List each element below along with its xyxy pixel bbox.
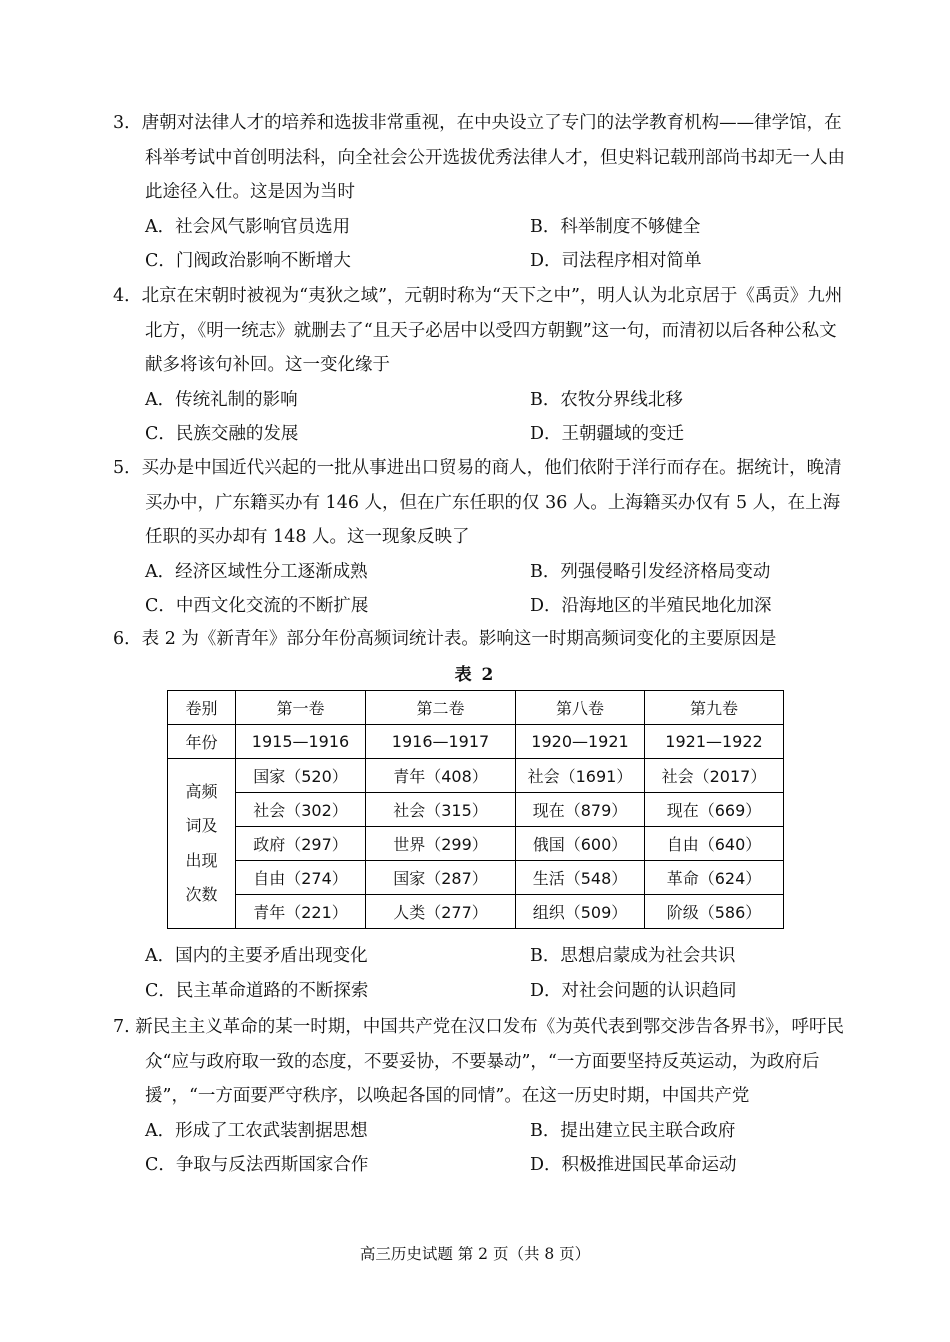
table-header: 第一卷: [236, 691, 366, 725]
option-c[interactable]: C．民族交融的发展: [145, 424, 299, 444]
option-b[interactable]: B．列强侵略引发经济格局变动: [530, 561, 771, 582]
option-c[interactable]: C．中西文化交流的不断扩展: [145, 596, 369, 616]
question-4: [113, 279, 853, 452]
table-row: [168, 793, 784, 827]
table-header: 第九卷: [645, 691, 784, 725]
table-year-row: [168, 725, 784, 759]
option-b[interactable]: B．科举制度不够健全: [530, 216, 701, 237]
table-row: [168, 861, 784, 895]
options: [113, 210, 853, 279]
table-cell: 现在（879）: [516, 793, 645, 827]
page-footer: 高三历史试题 第 2 页（共 8 页）: [359, 1245, 591, 1263]
table-cell: 社会（2017）: [645, 759, 784, 793]
question-stem: 5．买办是中国近代兴起的一批从事进出口贸易的商人，他们依附于洋行而存在。据统计，晚清买办中，广东籍买办有 146 人，但在广东任职的仅 36 人。上海籍买办仅有 5 人，在上海任职的买办却有 148 人。这一现象反映了: [113, 458, 842, 547]
question-7: [113, 1010, 853, 1183]
option-a[interactable]: A．经济区域性分工逐渐成熟: [145, 561, 368, 582]
table-header: 卷别: [168, 691, 236, 725]
option-d[interactable]: D．沿海地区的半殖民地化加深: [530, 596, 772, 616]
table-header-row: [168, 691, 784, 725]
frequency-label-line: 出现: [185, 850, 218, 870]
table-caption: 表 2: [454, 665, 496, 685]
table-cell: 现在（669）: [645, 793, 784, 827]
options: [113, 1114, 853, 1183]
table-cell: 社会（302）: [236, 793, 366, 827]
table-cell: 1920—1921: [516, 725, 645, 759]
table-row: [168, 895, 784, 929]
table-cell: 国家（520）: [236, 759, 366, 793]
option-d[interactable]: D．王朝疆域的变迁: [530, 424, 685, 444]
table-cell: 自由（274）: [236, 861, 366, 895]
table-cell: 俄国（600）: [516, 827, 645, 861]
question-6: [113, 622, 853, 657]
options: [113, 555, 853, 624]
table-row: [168, 759, 784, 793]
question-stem: 3．唐朝对法律人才的培养和选拔非常重视，在中央设立了专门的法学教育机构——律学馆，在科举考试中首创明法科，向全社会公开选拔优秀法律人才，但史料记载刑部尚书却无一人由此途径入仕。这是因为当时: [113, 113, 845, 202]
question-stem: 6．表 2 为《新青年》部分年份高频词统计表。影响这一时期高频词变化的主要原因是: [113, 629, 777, 649]
frequency-label-line: 词及: [185, 816, 218, 835]
option-d[interactable]: D．司法程序相对简单: [530, 251, 702, 271]
table-cell: 青年（221）: [236, 895, 366, 929]
option-a[interactable]: A．形成了工农武装割据思想: [145, 1120, 368, 1141]
table-cell: 国家（287）: [366, 861, 516, 895]
table-header: 第八卷: [516, 691, 645, 725]
table-cell: 社会（315）: [366, 793, 516, 827]
option-b[interactable]: B．思想启蒙成为社会共识: [530, 946, 736, 966]
options: [113, 383, 853, 452]
option-d[interactable]: D．积极推进国民革命运动: [530, 1155, 737, 1175]
option-d[interactable]: D．对社会问题的认识趋同: [530, 980, 737, 1001]
table-cell: 青年（408）: [366, 759, 516, 793]
table-cell: 1915—1916: [236, 725, 366, 759]
table-cell: 1916—1917: [366, 725, 516, 759]
frequency-label-line: 高频: [185, 781, 218, 801]
frequency-table: [167, 690, 784, 929]
option-c[interactable]: C．民主革命道路的不断探索: [145, 980, 369, 1001]
question-3: [113, 106, 853, 279]
table-cell: 革命（624）: [645, 861, 784, 895]
table-cell: 人类（277）: [366, 895, 516, 929]
options: [113, 939, 853, 1008]
question-stem: 4．北京在宋朝时被视为“夷狄之域”，元朝时称为“天下之中”，明人认为北京居于《禹贡》九州北方，《明一统志》就删去了“且天子必居中以受四方朝觐”这一句，而清初以后各种公私文献多将该句补回。这一变化缘于: [113, 286, 843, 375]
frequency-label-cell: [168, 759, 236, 929]
option-b[interactable]: B．提出建立民主联合政府: [530, 1120, 736, 1141]
option-a[interactable]: A．国内的主要矛盾出现变化: [145, 946, 368, 966]
year-label: 年份: [168, 725, 236, 759]
table-cell: 世界（299）: [366, 827, 516, 861]
table-cell: 政府（297）: [236, 827, 366, 861]
question-6-options: [113, 939, 853, 1008]
table-cell: 阶级（586）: [645, 895, 784, 929]
option-c[interactable]: C．门阀政治影响不断增大: [145, 251, 351, 271]
option-a[interactable]: A．社会风气影响官员选用: [145, 216, 351, 237]
table-header: 第二卷: [366, 691, 516, 725]
table-cell: 1921—1922: [645, 725, 784, 759]
table-cell: 社会（1691）: [516, 759, 645, 793]
option-c[interactable]: C．争取与反法西斯国家合作: [145, 1155, 369, 1175]
question-stem: 7. 新民主主义革命的某一时期，中国共产党在汉口发布《为英代表到鄂交涉告各界书》，呼吁民众“应与政府取一致的态度，不要妥协，不要暴动”，“一方面要坚持反英运动，为政府后援”，“一方面要严守秩序，以唤起各国的同情”。在这一历史时期，中国共产党: [113, 1017, 845, 1106]
question-5: [113, 451, 853, 624]
option-b[interactable]: B．农牧分界线北移: [530, 389, 683, 410]
table-cell: 组织（509）: [516, 895, 645, 929]
table-row: [168, 827, 784, 861]
frequency-label-line: 次数: [185, 885, 218, 904]
table-cell: 生活（548）: [516, 861, 645, 895]
table-cell: 自由（640）: [645, 827, 784, 861]
option-a[interactable]: A．传统礼制的影响: [145, 389, 298, 410]
